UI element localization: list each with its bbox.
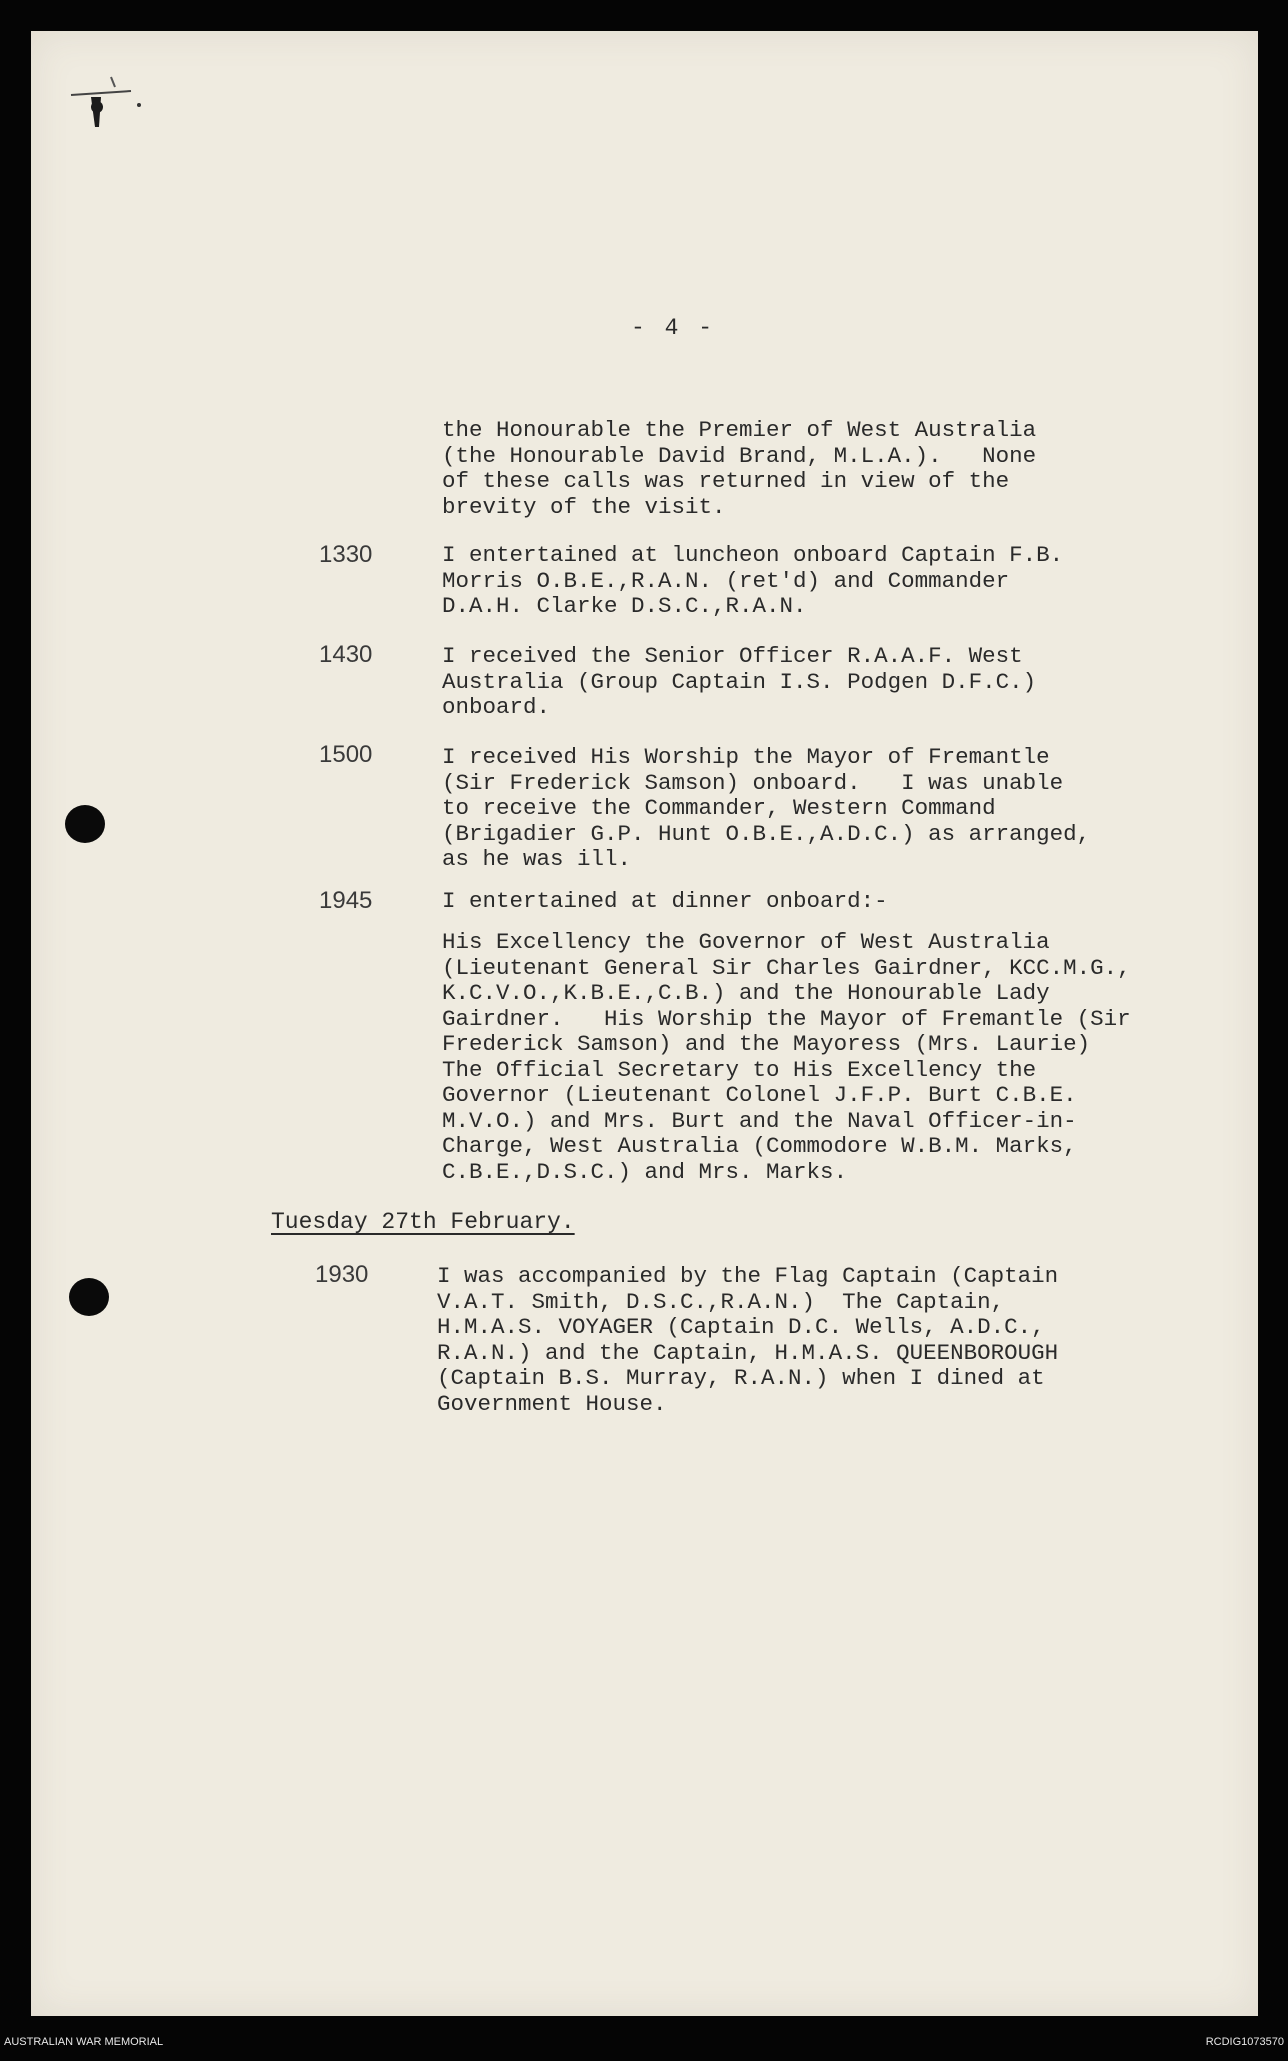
entry-time: 1930 xyxy=(315,1261,369,1288)
dinner-guests-paragraph: His Excellency the Governor of West Australia (Lieutenant General Sir Charles Gairdner, KCC.M.G., K.C.V.O.,K.B.E.,C.B.) and the Honourable Lady Gairdner. His Worship the Mayor of Fremantle (Sir Frederick Samson) and the Mayoress (Mrs. Laurie) The Official Secretary to His Excellency the Governor (Lieutenant Colonel J.F.P. Burt C.B.E. M.V.O.) and Mrs. Burt and the Naval Officer-in- Charge, West Australia (Commodore W.B.M. Marks, C.B.E.,D.S.C.) and Mrs. Marks. xyxy=(442,929,1131,1185)
entry-text: I entertained at dinner onboard:- xyxy=(442,888,888,914)
intro-paragraph: the Honourable the Premier of West Australia (the Honourable David Brand, M.L.A.). None of these calls was returned in view of the brevity of the visit. xyxy=(442,417,1037,520)
archive-credit: AUSTRALIAN WAR MEMORIAL xyxy=(4,2036,164,2048)
entry-time: 1945 xyxy=(319,887,373,914)
punch-hole xyxy=(65,805,105,843)
date-heading: Tuesday 27th February. xyxy=(271,1209,575,1235)
punch-hole xyxy=(69,1278,109,1316)
entry-text: I received the Senior Officer R.A.A.F. West Australia (Group Captain I.S. Podgen D.F.C.) onboard. xyxy=(442,643,1037,720)
entry-text: I entertained at luncheon onboard Captain F.B. Morris O.B.E.,R.A.N. (ret'd) and Commander D.A.H. Clarke D.S.C.,R.A.N. xyxy=(442,542,1064,619)
entry-time: 1500 xyxy=(319,741,373,768)
entry-time: 1330 xyxy=(319,541,373,568)
entry-text: I was accompanied by the Flag Captain (Captain V.A.T. Smith, D.S.C.,R.A.N.) The Captain, H.M.A.S. VOYAGER (Captain D.C. Wells, A.D.C., R.A.N.) and the Captain, H.M.A.S. QUEENBOROUGH (Captain B.S. Murray, R.A.N.) when I dined at Government House. xyxy=(437,1263,1059,1417)
entry-text: I received His Worship the Mayor of Fremantle (Sir Frederick Samson) onboard. I was unable to receive the Commander, Western Command (Brigadier G.P. Hunt O.B.E.,A.D.C.) as arranged, as he was ill. xyxy=(442,744,1091,872)
document-page xyxy=(31,31,1258,2016)
page-number: - 4 - xyxy=(631,315,716,341)
entry-time: 1430 xyxy=(319,641,373,668)
record-id: RCDIG1073570 xyxy=(1205,2036,1284,2048)
staple-mark-icon xyxy=(51,57,161,137)
